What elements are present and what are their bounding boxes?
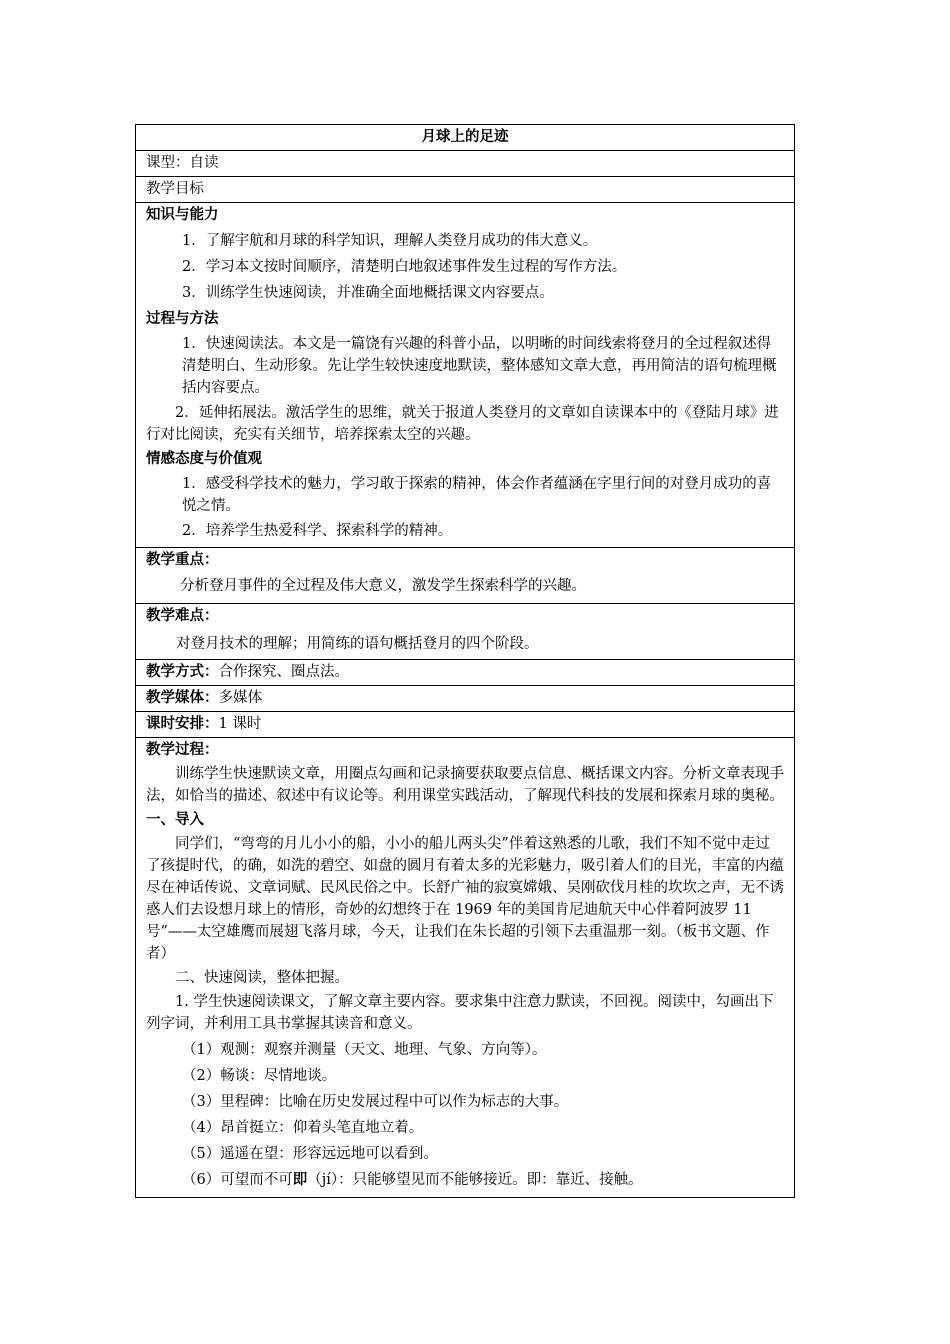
media-cell [136, 686, 795, 712]
knowledge-heading: 知识与能力 [146, 207, 219, 223]
process-method-item: 1．快速阅读法。本文是一篇饶有兴趣的科普小品，以明晰的时间线索将登月的全过程叙述得清楚明白、生动形象。先让学生较快速度地默读，整体感知文章大意，再用简洁的语句梳理概括内容要点。 [182, 336, 777, 396]
lesson-type: 课型：自读 [136, 151, 795, 177]
procedure-heading: 教学过程： [146, 742, 219, 758]
knowledge-item: 2．学习本文按时间顺序，清楚明白地叙述事件发生过程的写作方法。 [182, 259, 627, 275]
objectives-header: 教学目标 [136, 177, 795, 203]
knowledge-item: 3．训练学生快速阅读，并准确全面地概括课文内容要点。 [182, 285, 554, 301]
vocab-item: （1）观测：观察并测量（天文、地理、气象、方向等）。 [182, 1042, 547, 1058]
key-point-row [136, 548, 795, 604]
method-label: 教学方式： [146, 664, 219, 680]
vocab-item: （5）遥遥在望：形容远远地可以看到。 [182, 1146, 438, 1162]
schedule-cell [136, 712, 795, 738]
difficulty-heading: 教学难点： [146, 608, 219, 624]
media-label: 教学媒体： [146, 690, 219, 706]
objectives-header-row [136, 177, 795, 203]
key-point-cell [136, 548, 795, 604]
method-row [136, 660, 795, 686]
difficulty-text: 对登月技术的理解；用简练的语句概括登月的四个阶段。 [176, 636, 539, 652]
objectives-row [136, 203, 795, 548]
process-method-item: 2．延伸拓展法。激活学生的思维，就关于报道人类登月的文章如自读课本中的《登陆月球》进行对比阅读，充实有关细节，培养探索太空的兴趣。 [146, 405, 779, 443]
schedule-row [136, 712, 795, 738]
vocab-suffix: （jí）：只能够望见而不能够接近。即：靠近、接触。 [307, 1172, 643, 1188]
lesson-type-row [136, 151, 795, 177]
key-point-heading: 教学重点： [146, 552, 219, 568]
objectives-cell [136, 203, 795, 548]
vocab-prefix: （6）可望而不可 [182, 1172, 293, 1188]
procedure-intro: 训练学生快速默读文章，用圈点勾画和记录摘要获取要点信息、概括课文内容。分析文章表现手法，如恰当的描述、叙述中有议论等。利用课堂实践活动，了解现代科技的发展和探索月球的奥秘。 [146, 766, 784, 804]
lesson-plan-table [135, 124, 795, 1198]
vocab-item: （2）畅谈：尽情地谈。 [182, 1068, 337, 1084]
key-point-text: 分析登月事件的全过程及伟大意义，激发学生探索科学的兴趣。 [180, 578, 586, 594]
document-title: 月球上的足迹 [136, 125, 795, 151]
media-row [136, 686, 795, 712]
knowledge-item: 1．了解宇航和月球的科学知识，理解人类登月成功的伟大意义。 [182, 233, 598, 249]
schedule-value: 1 课时 [218, 716, 262, 732]
procedure-row [136, 738, 795, 1198]
difficulty-row [136, 604, 795, 660]
attitude-item: 2．培养学生热爱科学、探索科学的精神。 [182, 523, 453, 539]
vocab-item: （3）里程碑：比喻在历史发展过程中可以作为标志的大事。 [182, 1094, 569, 1110]
title-row [136, 125, 795, 151]
media-value: 多媒体 [218, 690, 262, 706]
vocab-item [146, 1169, 784, 1191]
schedule-label: 课时安排： [146, 716, 219, 732]
method-cell [136, 660, 795, 686]
section2-heading: 二、快速阅读，整体把握。 [175, 970, 349, 986]
section1-heading: 一、导入 [146, 812, 204, 828]
section1-text: 同学们，“弯弯的月儿小小的船，小小的船儿两头尖”伴着这熟悉的儿歌，我们不知不觉中走过了孩提时代，的确，如洗的碧空、如盘的圆月有着太多的光彩魅力，吸引着人们的目光，丰富的内蕴尽在神话传说、文章词赋、民风民俗之中。长舒广袖的寂寞嫦娥、吴刚砍伐月桂的坎坎之声，无不诱惑人们去设想月球上的情形，奇妙的幻想终于在 1969 年的美国肯尼迪航天中心伴着阿波罗 11 号”——太空雄鹰而展翅飞落月球，今天，让我们在朱长超的引领下去重温那一刻。（板书文题、作者） [146, 836, 784, 962]
attitude-heading: 情感态度与价值观 [146, 451, 262, 467]
method-value: 合作探究、圈点法。 [218, 664, 349, 680]
process-method-heading: 过程与方法 [146, 311, 219, 327]
procedure-cell [136, 738, 795, 1198]
attitude-item: 1．感受科学技术的魅力，学习敢于探索的精神，体会作者蕴涵在字里行间的对登月成功的喜悦之情。 [182, 476, 772, 514]
difficulty-cell [136, 604, 795, 660]
section2-text: 1. 学生快速阅读课文，了解文章主要内容。要求集中注意力默读，不回视。阅读中，勾画出下列字词，并利用工具书掌握其读音和意义。 [146, 994, 774, 1032]
vocab-bold-char: 即 [292, 1171, 308, 1188]
vocab-item: （4）昂首挺立：仰着头笔直地立着。 [182, 1120, 424, 1136]
